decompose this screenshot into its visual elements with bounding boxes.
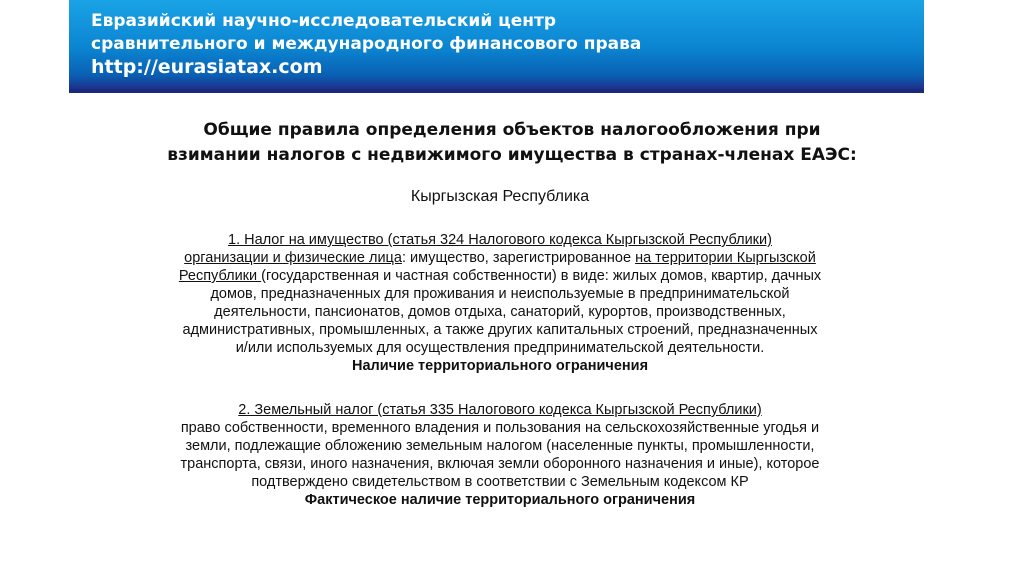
slide-title-line-2: взимании налогов с недвижимого имущества в странах-членах ЕАЭС:: [167, 145, 857, 165]
section1-line-5: деятельности, пансионатов, домов отдыха, санаторий, курортов, производственных,: [214, 304, 786, 320]
section1-republic: Республики: [178, 268, 262, 284]
section-land-tax: [140, 401, 860, 509]
section1-line-3-text: (государственная и частная собственности) в виде: жилых домов, квартир, дачных: [261, 268, 822, 284]
section-property-tax: [140, 231, 860, 375]
section2-conclusion: Фактическое наличие территориального ограничения: [304, 492, 696, 508]
section2-line-4: транспорта, связи, иного назначения, включая земли оборонного назначения и иные), которое: [180, 456, 820, 472]
section2-line-2: право собственности, временного владения и пользования на сельскохозяйственные угодья и: [180, 420, 820, 436]
country-heading: Кыргызская Республика: [410, 188, 590, 205]
section1-line-2: [140, 249, 860, 267]
section1-heading: 1. Налог на имущество (статья 324 Налогового кодекса Кыргызской Республики): [228, 232, 772, 248]
header-line-1: Евразийский научно-исследовательский центр: [91, 11, 557, 31]
section2-heading: 2. Земельный налог (статья 335 Налогового кодекса Кыргызской Республики): [238, 402, 762, 418]
section1-line-2-text: : имущество, зарегистрированное: [401, 250, 636, 266]
section1-subjects: организации и физические лица: [184, 250, 402, 266]
section1-line-4: домов, предназначенных для проживания и неиспользуемые в предпринимательской: [210, 286, 790, 302]
header-banner: [69, 0, 924, 93]
section1-territory: на территории Кыргызской: [635, 250, 816, 266]
slide-title-line-1: Общие правила определения объектов налогообложения при: [203, 120, 821, 140]
header-text: [91, 10, 641, 79]
section1-line-6: административных, промышленных, а также других капитальных строений, предназначенных: [182, 322, 818, 338]
section1-line-3: [140, 267, 860, 285]
header-line-2: сравнительного и международного финансового права: [91, 34, 642, 54]
section2-line-3: земли, подлежащие обложению земельным налогом (населенные пункты, промышленности,: [185, 438, 815, 454]
section2-line-5: подтверждено свидетельством в соответствии с Земельным кодексом КР: [251, 474, 749, 490]
section1-line-7: и/или используемых для осуществления предпринимательской деятельности.: [235, 340, 765, 356]
header-url: http://eurasiatax.com: [91, 56, 323, 78]
section1-conclusion: Наличие территориального ограничения: [351, 358, 649, 374]
slide-title: [0, 118, 1024, 168]
